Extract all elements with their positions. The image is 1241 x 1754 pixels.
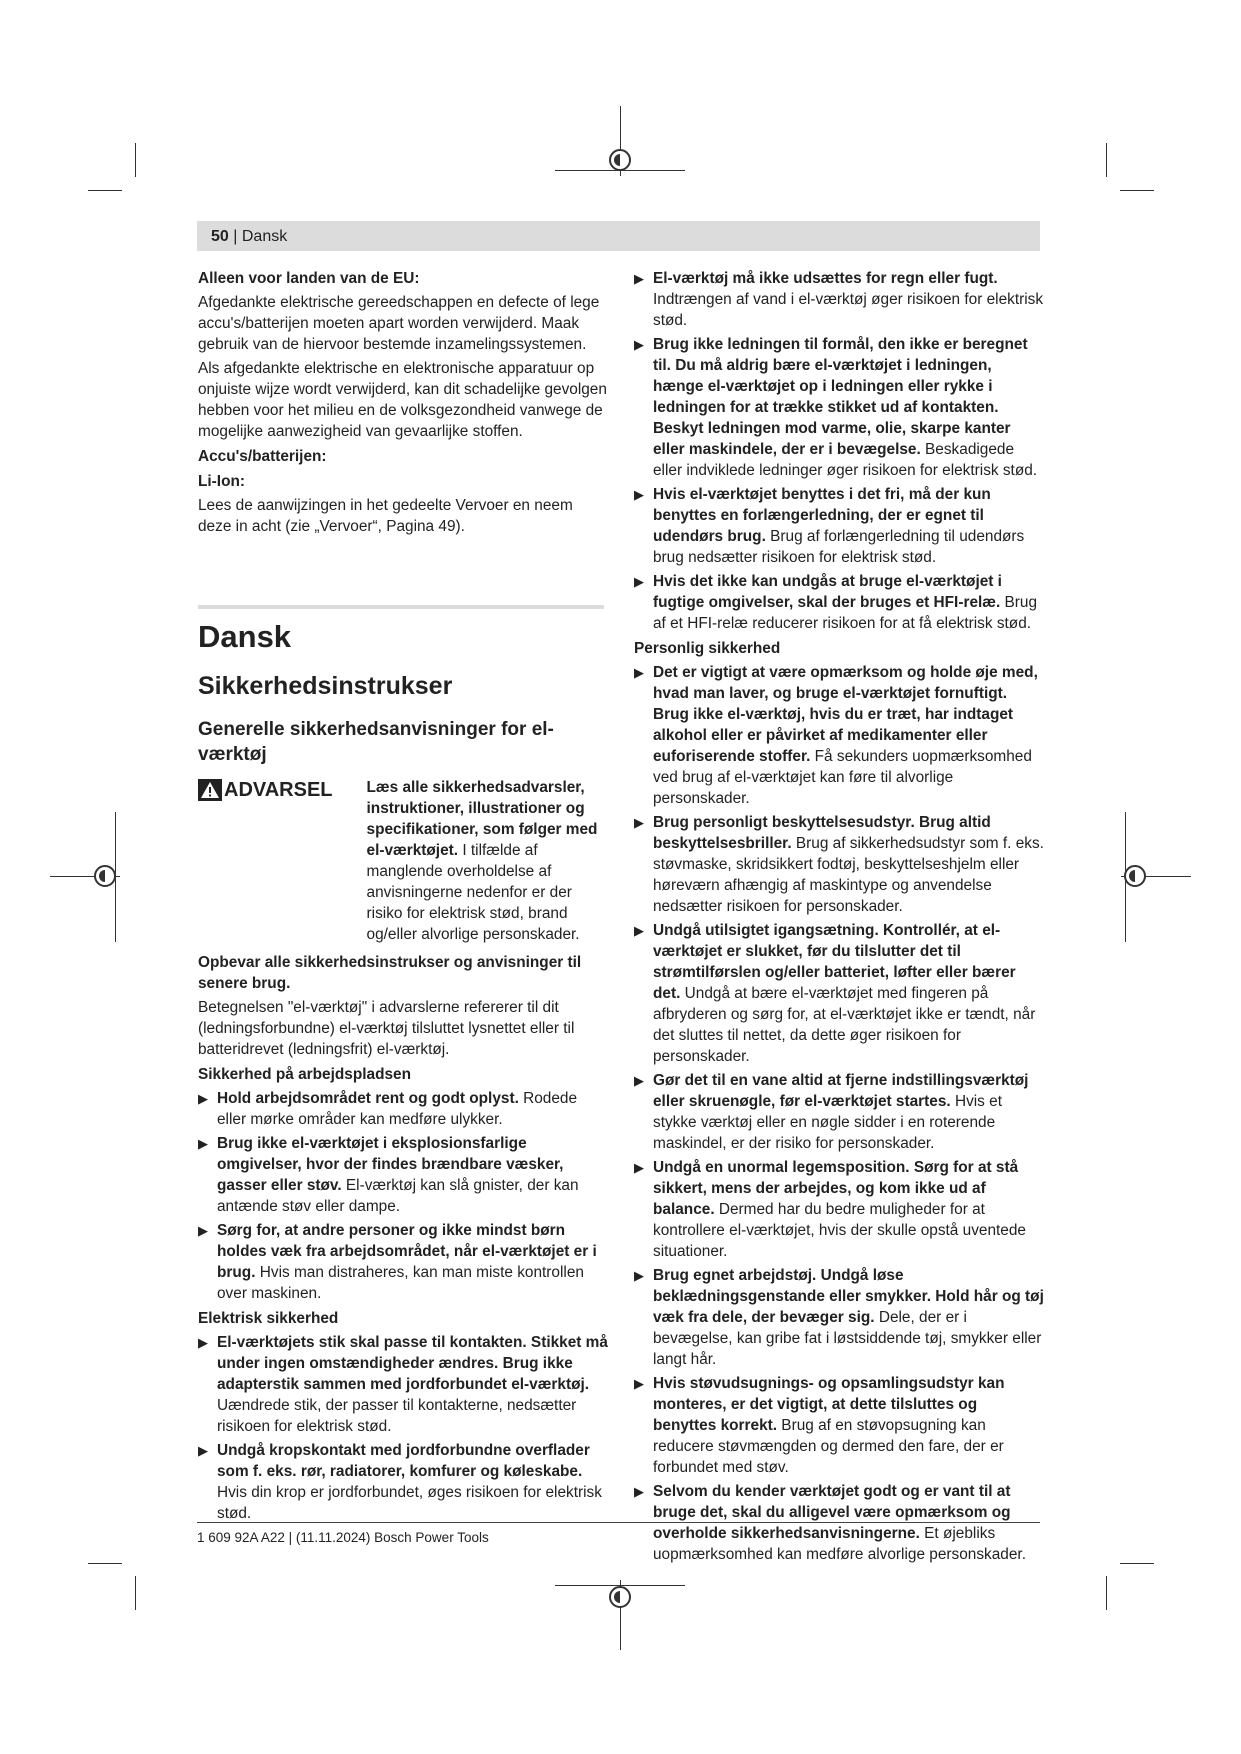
crop-mark-bottom-right-v (1106, 1576, 1107, 1610)
crop-mark-bottom-left-v (135, 1576, 136, 1610)
triangle-right-icon: ▶ (634, 1160, 644, 1175)
warning-triangle-icon (198, 779, 222, 801)
registration-mark-icon (609, 1586, 631, 1608)
page-header-bar (197, 221, 1040, 251)
crop-mark-bottom-left-h (88, 1563, 122, 1564)
crop-mark-top-right-v (1106, 143, 1107, 177)
electrical-safety-title: Elektrisk sikkerhed (198, 1310, 339, 1327)
list-item: ▶ Hvis det ikke kan undgås at bruge el-værktøjet i fugtige omgivelser, skal der bruges et HFI-relæ. Brug af et HFI-relæ reducerer risikoen for at få elektrisk stød. (634, 573, 1038, 632)
triangle-right-icon: ▶ (198, 1091, 208, 1106)
list-item: ▶ Brug egnet arbejdstøj. Undgå løse beklædningsgenstande eller smykker. Hold hår og tøj væk fra dele, der bevæger sig. Dele, der er i bevægelse, kan gribe fat i løstsiddende tøj, smykker eller langt hår. (634, 1267, 1044, 1368)
eu-paragraph-1: Afgedankte elektrische gereedschappen en defecte of lege accu's/batterijen moeten apart worden verwijderd. Maak gebruik van de hiervoor bestemde inzamelingssystemen. (198, 294, 600, 353)
list-item: ▶ Hold arbejdsområdet rent og godt oplyst. Rodede eller mørke områder kan medføre ulykker. (198, 1090, 578, 1128)
triangle-right-icon: ▶ (198, 1335, 208, 1350)
header-separator: | (233, 228, 238, 245)
list-item: ▶ Brug ikke ledningen til formål, den ikke er beregnet til. Du må aldrig bære el-værktøjet i ledningen, hænge el-værktøjet op i ledningen eller rykke i ledningen for at trække stikket ud af kontakten. Beskyt ledningen mod varme, olie, skarpe kanter eller maskindele, der er i bevægelse. Beskadigede eller indviklede ledninger øger risikoen for elektrisk stød. (634, 336, 1038, 479)
eu-paragraph-2: Als afgedankte elektrische en elektronische apparatuur op onjuiste wijze wordt verwijderd, kan dit schadelijke gevolgen hebben voor het milieu en de volksgezondheid vanwege de mogelijke aanwezigheid van gevaarlijke stoffen. (198, 360, 607, 440)
triangle-right-icon: ▶ (634, 1376, 644, 1391)
footer-rule (197, 1522, 1040, 1523)
left-column (198, 268, 608, 1527)
triangle-right-icon: ▶ (634, 815, 644, 830)
triangle-right-icon: ▶ (198, 1136, 208, 1151)
page-header (211, 228, 287, 246)
triangle-right-icon: ▶ (634, 487, 644, 502)
page-number: 50 (211, 228, 229, 245)
list-item: ▶ El-værktøj må ikke udsættes for regn eller fugt. Indtrængen af vand i el-værktøj øger risikoen for elektrisk stød. (634, 270, 1044, 329)
safety-title: Sikkerhedsinstrukser (198, 672, 453, 700)
registration-mark-icon (94, 865, 116, 887)
list-item: ▶ Gør det til en vane altid at fjerne indstillingsværktøj eller skruenøgle, før el-værktøjet startes. Hvis et stykke værktøj eller en nøgle sidder i en roterende maskindel, er der risiko for personskader. (634, 1072, 1029, 1152)
triangle-right-icon: ▶ (634, 1268, 644, 1283)
triangle-right-icon: ▶ (634, 574, 644, 589)
triangle-right-icon: ▶ (634, 337, 644, 352)
list-item: ▶ Sørg for, at andre personer og ikke mindst børn holdes væk fra arbejdsområdet, når el-værktøjet er i brug. Hvis man distraheres, kan man miste kontrollen over maskinen. (198, 1222, 597, 1302)
list-item: ▶ El-værktøjets stik skal passe til kontakten. Stikket må under ingen omstændigheder ændres. Brug ikke adapterstik sammen med jordforbundet el-værktøj. Uændrede stik, der passer til kontakterne, nedsætter risikoen for elektrisk stød. (198, 1334, 608, 1435)
registration-mark-icon (609, 149, 631, 171)
crop-mark-bottom-right-h (1120, 1563, 1154, 1564)
general-title: Generelle sikkerhedsanvisninger for el-værktøj (198, 719, 554, 765)
accu-title: Accu's/batterijen: (198, 448, 327, 465)
triangle-right-icon: ▶ (634, 665, 644, 680)
list-item: ▶ Hvis støvudsugnings- og opsamlingsudstyr kan monteres, er det vigtigt, at dette tilsluttes og benyttes korrekt. Brug af en støvopsugning kan reducere støvmængden og dermed den fare, der er forbundet med støv. (634, 1375, 1005, 1476)
list-item: ▶ Undgå utilsigtet igangsætning. Kontrollér, at el-værktøjet er slukket, før du tilslutter det til strømtilførslen og/eller batteriet, løfter eller bærer det. Undgå at bære el-værktøjet med fingeren på afbryderen og sørg for, at el-værktøjet ikke er tændt, når det sluttes til nettet, da dette øger risikoen for personskader. (634, 922, 1036, 1065)
registration-mark-icon (1124, 865, 1146, 887)
list-item: ▶ Undgå kropskontakt med jordforbundne overflader som f. eks. rør, radiatorer, komfurer og køleskabe. Hvis din krop er jordforbundet, øges risikoen for elektrisk stød. (198, 1442, 602, 1522)
list-item: ▶ Brug personligt beskyttelsesudstyr. Brug altid beskyttelsesbriller. Brug af sikkerhedsudstyr som f. eks. støvmaske, skridsikkert fodtøj, beskyttelseshjelm eller høreværn afhængig af maskintype og anvendelse nedsætter risikoen for personskader. (634, 814, 1044, 915)
list-item: ▶ Hvis el-værktøjet benyttes i det fri, må der kun benyttes en forlængerledning, der er egnet til udendørs brug. Brug af forlængerledning til udendørs brug nedsætter risikoen for elektrisk stød. (634, 486, 1025, 566)
triangle-right-icon: ▶ (198, 1443, 208, 1458)
triangle-right-icon: ▶ (634, 1073, 644, 1088)
list-item: ▶ Selvom du kender værktøjet godt og er vant til at bruge det, skal du alligevel være opmærksom og overholde sikkerhedsanvisningerne. Et øjebliks uopmærksomhed kan medføre alvorlige personskader. (634, 1483, 1026, 1563)
triangle-right-icon: ▶ (634, 271, 644, 286)
warning-label (198, 779, 333, 801)
right-column (634, 268, 1044, 1568)
triangle-right-icon: ▶ (634, 1484, 644, 1499)
crop-mark-top-left-v (135, 143, 136, 177)
triangle-right-icon: ▶ (634, 923, 644, 938)
warning-block (198, 777, 608, 948)
list-item: ▶ Brug ikke el-værktøjet i eksplosionsfarlige omgivelser, hvor der findes brændbare væsker, gasser eller støv. El-værktøj kan slå gnister, der kan antænde støv eller dampe. (198, 1135, 579, 1215)
list-item: ▶ Det er vigtigt at være opmærksom og holde øje med, hvad man laver, og bruge el-værktøjet fornuftigt. Brug ikke el-værktøj, hvis du er træt, har indtaget alkohol eller er påvirket af medikamenter eller euforiserende stoffer. Få sekunders uopmærksomhed ved brug af el-værktøjet kan føre til alvorlige personskader. (634, 664, 1038, 807)
section-title: Dansk (198, 619, 292, 654)
page-footer: 1 609 92A A22 | (11.11.2024) Bosch Power Tools (197, 1530, 489, 1545)
liion-title: Li-Ion: (198, 473, 246, 490)
warning-label-text: ADVARSEL (224, 778, 333, 801)
section-divider (198, 605, 604, 609)
crop-mark-top-left-h (88, 190, 122, 191)
eu-title: Alleen voor landen van de EU: (198, 270, 420, 287)
work-safety-title: Sikkerhed på arbejdspladsen (198, 1066, 411, 1083)
liion-text: Lees de aanwijzingen in het gedeelte Vervoer en neem deze in acht (zie „Vervoer“, Pagina 49). (198, 497, 573, 535)
personal-safety-title: Personlig sikkerhed (634, 640, 781, 657)
list-item: ▶ Undgå en unormal legemsposition. Sørg for at stå sikkert, mens der arbejdes, og kom ikke ud af balance. Dermed har du bedre muligheder for at kontrollere el-værktøjet, hvis der skulle opstå uventede situationer. (634, 1159, 1026, 1260)
warning-bold-text: Læs alle sikkerhedsadvarsler, instruktioner, illustrationer og specifikationer, som følger med el-værktøjet. I tilfælde af manglende overholdelse af anvisningerne nedenfor er der risiko for elektrisk stød, brand og/eller alvorlige personskader. (366, 779, 598, 943)
crop-mark-top-right-h (1120, 190, 1154, 191)
triangle-right-icon: ▶ (198, 1223, 208, 1238)
header-language: Dansk (241, 228, 288, 245)
keep-instructions: Opbevar alle sikkerhedsinstrukser og anvisninger til senere brug. (198, 954, 582, 992)
term-text: Betegnelsen "el-værktøj" i advarslerne refererer til dit (ledningsforbundne) el-værktøj tilsluttet lysnettet eller til batteridrevet (ledningsfrit) el-værktøj. (198, 999, 575, 1058)
